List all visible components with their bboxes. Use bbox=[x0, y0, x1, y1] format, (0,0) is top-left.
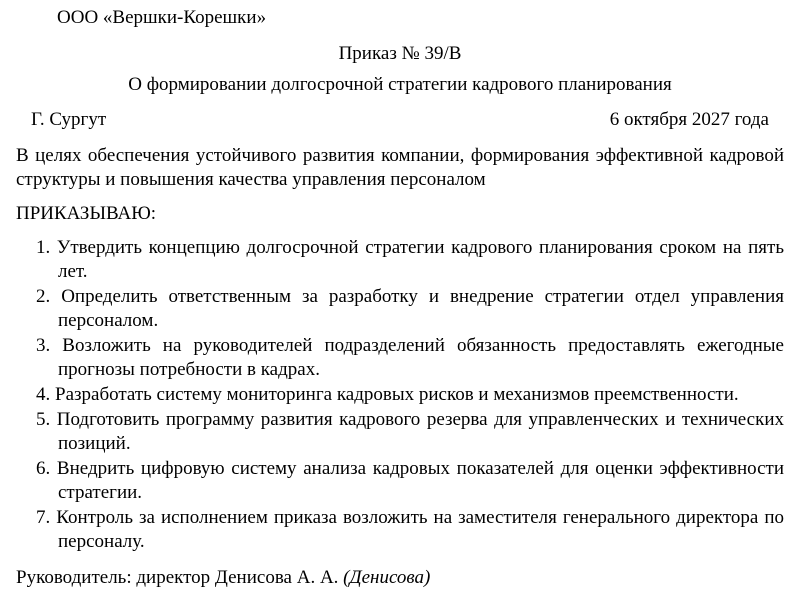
organization-name: ООО «Вершки-Корешки» bbox=[57, 7, 267, 28]
signature-block bbox=[16, 566, 430, 590]
list-item: 1. Утвердить концепцию долгосрочной стратегии кадрового планирования сроком на пять лет. bbox=[36, 237, 784, 282]
signatory-label: Руководитель: директор Денисова А. А. bbox=[16, 567, 339, 588]
list-item: 4. Разработать систему мониторинга кадровых рисков и механизмов преемственности. bbox=[36, 384, 739, 405]
list-item: 6. Внедрить цифровую систему анализа кадровых показателей для оценки эффективности стратегии. bbox=[36, 458, 784, 503]
list-item: 2. Определить ответственным за разработку и внедрение стратегии отдел управления персоналом. bbox=[36, 286, 784, 331]
order-word: ПРИКАЗЫВАЮ: bbox=[16, 203, 157, 224]
preamble: В целях обеспечения устойчивого развития компании, формирования эффективной кадровой структуры и повышения качества управления персоналом bbox=[16, 145, 784, 190]
list-item: 5. Подготовить программу развития кадрового резерва для управленческих и технических позиций. bbox=[36, 409, 784, 454]
order-date: 6 октября 2027 года bbox=[609, 109, 769, 130]
city: Г. Сургут bbox=[31, 109, 107, 130]
signature-handwritten: (Денисова) bbox=[343, 567, 431, 588]
list-item: 3. Возложить на руководителей подразделений обязанность предоставлять ежегодные прогнозы потребности в кадрах. bbox=[36, 335, 784, 380]
order-subject: О формировании долгосрочной стратегии кадрового планирования bbox=[128, 74, 672, 95]
order-number: Приказ № 39/В bbox=[338, 43, 462, 64]
order-items-list bbox=[36, 236, 784, 555]
list-item: 7. Контроль за исполнением приказа возложить на заместителя генерального директора по персоналу. bbox=[36, 507, 784, 552]
